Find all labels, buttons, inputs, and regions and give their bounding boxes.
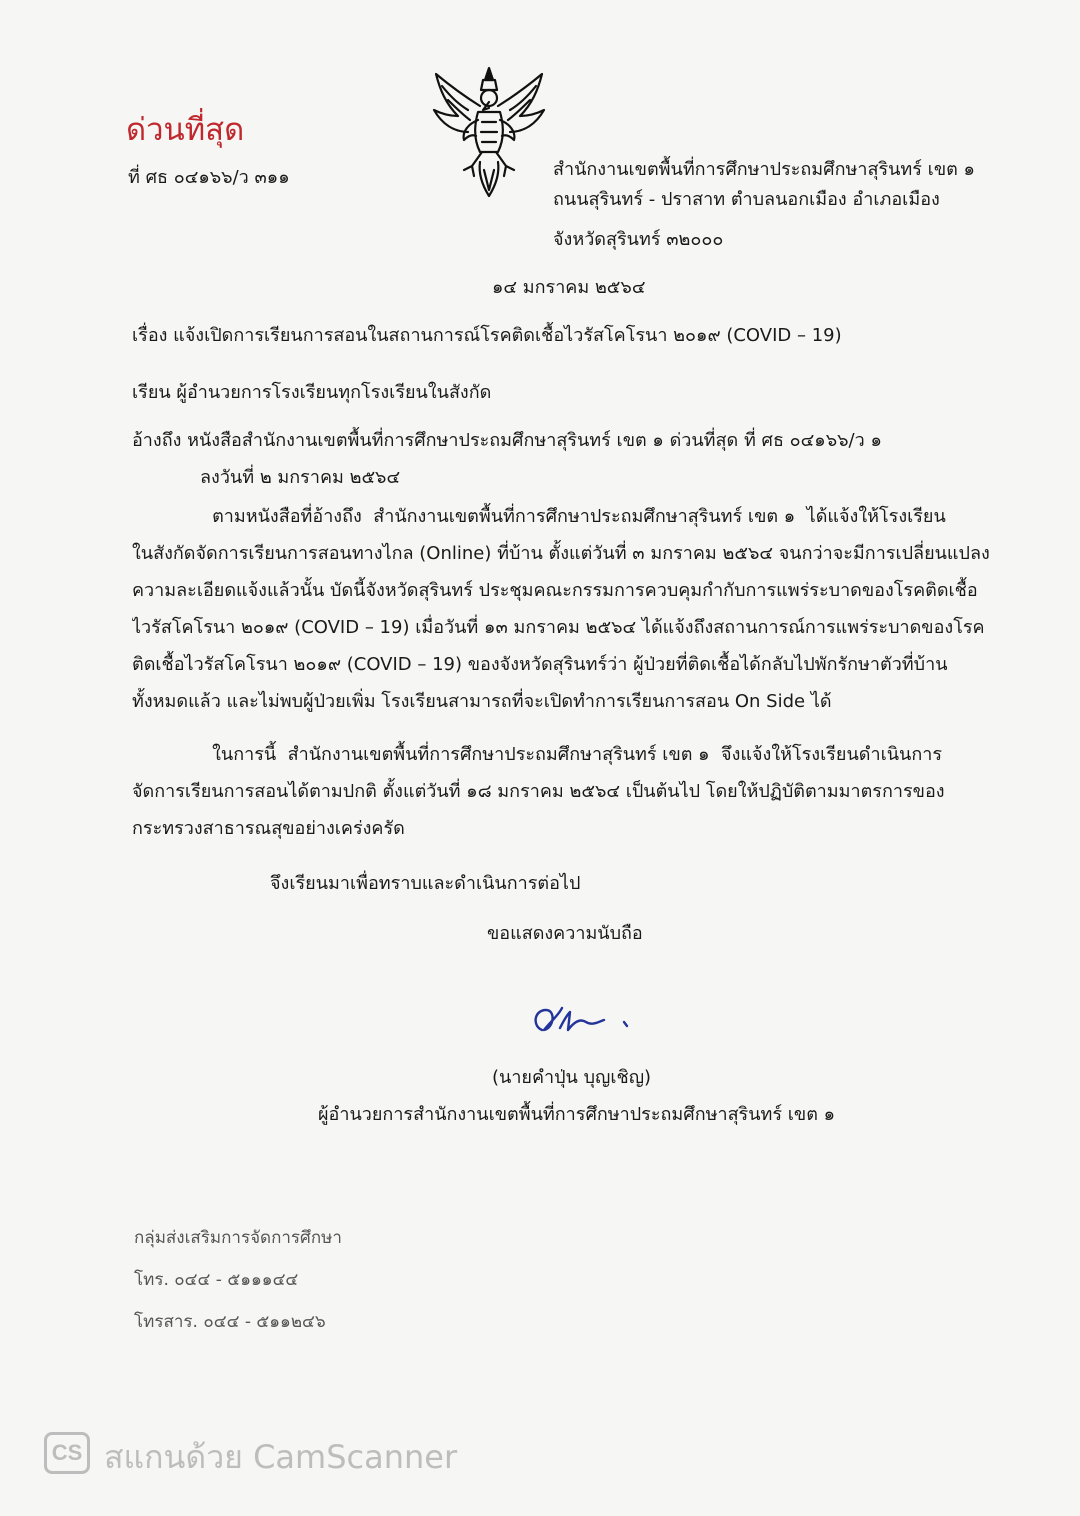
paragraph-line: กระทรวงสาธารณสุขอย่างเคร่งครัด — [132, 818, 405, 839]
footer-department: กลุ่มส่งเสริมการจัดการศึกษา — [134, 1228, 342, 1248]
closing-line: จึงเรียนมาเพื่อทราบและดำเนินการต่อไป — [270, 873, 581, 894]
paragraph-line: ในการนี้ สำนักงานเขตพื้นที่การศึกษาประถมศึกษาสุรินทร์ เขต ๑ จึงแจ้งให้โรงเรียนดำเนินการ — [132, 744, 942, 765]
paragraph-line: ในสังกัดจัดการเรียนการสอนทางไกล (Online) ที่บ้าน ตั้งแต่วันที่ ๓ มกราคม ๒๕๖๔ จนกว่าจะมีการเปลี่ยนแปลง — [132, 543, 990, 564]
office-address-line: ถนนสุรินทร์ - ปราสาท ตำบลนอกเมือง อำเภอเมือง — [553, 189, 940, 210]
reference-line: อ้างถึง หนังสือสำนักงานเขตพื้นที่การศึกษาประถมศึกษาสุรินทร์ เขต ๑ ด่วนที่สุด ที่ ศธ ๐๔๑๖๖/ว ๑ — [132, 430, 882, 451]
reference-line: ลงวันที่ ๒ มกราคม ๒๕๖๔ — [200, 467, 401, 488]
footer-phone: โทร. ๐๔๔ - ๕๑๑๑๔๔ — [134, 1270, 299, 1290]
camscanner-watermark: สแกนด้วย CamScanner — [104, 1438, 458, 1476]
document-number: ที่ ศธ ๐๔๑๖๖/ว ๓๑๑ — [128, 167, 290, 188]
signatory-name: (นายคำปุ่น บุญเชิญ) — [492, 1067, 652, 1088]
regards-line: ขอแสดงความนับถือ — [487, 923, 643, 944]
addressee-line: เรียน ผู้อำนวยการโรงเรียนทุกโรงเรียนในสังกัด — [132, 382, 492, 403]
body-paragraph-1 — [132, 498, 1032, 720]
handwritten-signature-icon — [528, 1000, 638, 1042]
subject-line: เรื่อง แจ้งเปิดการเรียนการสอนในสถานการณ์โรคติดเชื้อไวรัสโคโรนา ๒๐๑๙ (COVID – 19) — [132, 325, 842, 346]
body-paragraph-2 — [132, 736, 1032, 847]
footer-fax: โทรสาร. ๐๔๔ - ๕๑๑๒๔๖ — [134, 1312, 326, 1332]
urgency-label: ด่วนที่สุด — [126, 112, 245, 148]
paragraph-line: ติดเชื้อไวรัสโคโรนา ๒๐๑๙ (COVID – 19) ของจังหวัดสุรินทร์ว่า ผู้ป่วยที่ติดเชื้อได้กลับไปพักรักษาตัวที่บ้าน — [132, 654, 948, 675]
paragraph-line: ตามหนังสือที่อ้างถึง สำนักงานเขตพื้นที่การศึกษาประถมศึกษาสุรินทร์ เขต ๑ ได้แจ้งให้โรงเรียน — [132, 506, 946, 527]
paragraph-line: ทั้งหมดแล้ว และไม่พบผู้ป่วยเพิ่ม โรงเรียนสามารถที่จะเปิดทำการเรียนการสอน On Side ได้ — [132, 691, 832, 712]
document-date: ๑๔ มกราคม ๒๕๖๔ — [492, 277, 646, 298]
paragraph-line: ความละเอียดแจ้งแล้วนั้น บัดนี้จังหวัดสุรินทร์ ประชุมคณะกรรมการควบคุมกำกับการแพร่ระบาดของโรคติดเชื้อ — [132, 580, 978, 601]
office-address-line: จังหวัดสุรินทร์ ๓๒๐๐๐ — [553, 229, 724, 250]
paragraph-line: จัดการเรียนการสอนได้ตามปกติ ตั้งแต่วันที่ ๑๘ มกราคม ๒๕๖๔ เป็นต้นไป โดยให้ปฏิบัติตามมาตรการของ — [132, 781, 945, 802]
signatory-position: ผู้อำนวยการสำนักงานเขตพื้นที่การศึกษาประถมศึกษาสุรินทร์ เขต ๑ — [318, 1104, 836, 1125]
office-address-line: สำนักงานเขตพื้นที่การศึกษาประถมศึกษาสุรินทร์ เขต ๑ — [553, 159, 975, 180]
camscanner-logo-icon: CS — [44, 1432, 90, 1474]
paragraph-line: ไวรัสโคโรนา ๒๐๑๙ (COVID – 19) เมื่อวันที่ ๑๓ มกราคม ๒๕๖๔ ได้แจ้งถึงสถานการณ์การแพร่ระบาดของโรค — [132, 617, 985, 638]
garuda-emblem-icon — [428, 66, 550, 198]
